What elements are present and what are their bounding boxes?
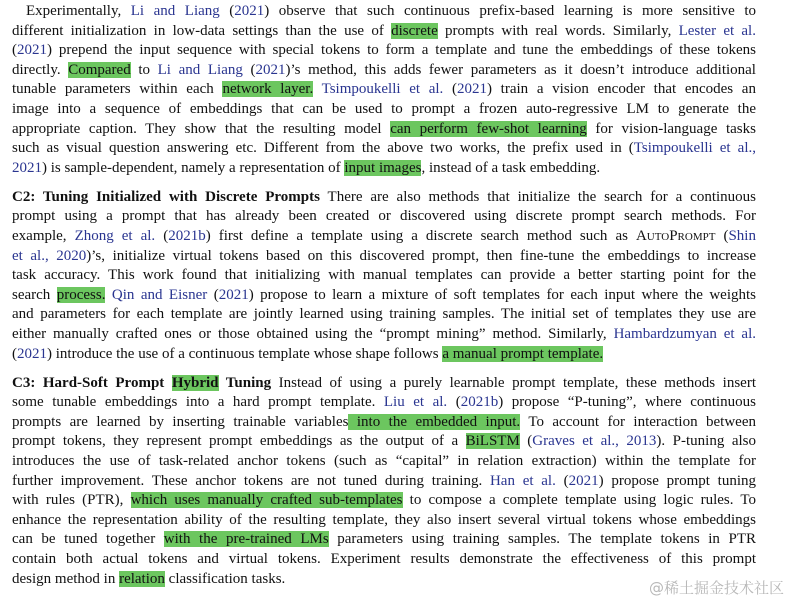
text-line — [12, 227, 756, 247]
text: Experimentally, — [26, 3, 131, 19]
text: ) propose to learn a mixture of soft templates for each input where the weights — [248, 286, 756, 303]
text-line — [12, 452, 756, 472]
citation-link[interactable]: 2021 — [218, 286, 249, 303]
text: ( — [555, 472, 569, 489]
text: task accuracy. This work found that initializing with manual templates can provide a better starting point for the — [12, 267, 756, 284]
text: ( — [447, 394, 461, 411]
text-line — [12, 393, 756, 413]
text: can be tuned together — [12, 531, 164, 548]
citation-link[interactable]: 2021 — [12, 159, 42, 176]
highlighted-text: process. — [56, 286, 106, 303]
citation-link[interactable]: Qin and Eisner — [111, 286, 208, 303]
text: parameters using training samples. The template tokens in PTR — [328, 531, 757, 548]
text: classification tasks. — [164, 570, 286, 587]
text-line — [12, 41, 756, 61]
text-line — [12, 472, 756, 492]
highlighted-text: network layer. — [222, 81, 314, 98]
highlighted-text: relation — [119, 570, 165, 587]
text: ) observe that such continuous prefix-based learning is more sensitive to — [264, 3, 756, 19]
text: further improvement. These anchor tokens are not tuned during training. — [12, 472, 490, 489]
text: )’s, initialize virtual tokens based on this discovered prompt, then fine-tune the embeddings to increase — [86, 247, 756, 264]
text-line — [12, 413, 756, 433]
text-line — [12, 159, 756, 179]
text-line — [12, 120, 756, 140]
text-line — [12, 61, 756, 81]
text: ( — [12, 345, 17, 362]
document-body — [12, 2, 756, 599]
text-line — [12, 570, 756, 590]
text-line — [12, 432, 756, 452]
highlighted-text: a manual prompt template. — [442, 345, 604, 362]
highlighted-heading: Hybrid — [171, 374, 219, 391]
text: for vision-language tasks — [586, 120, 756, 137]
citation-link[interactable]: Hambardzumyan et al. — [613, 326, 756, 342]
text: ) train a vision encoder that encodes an — [486, 81, 756, 98]
citation-link[interactable]: 2021 — [17, 42, 47, 59]
citation-link[interactable]: et al., 2020 — [12, 247, 87, 264]
section-heading: Tuning — [218, 374, 272, 391]
citation-link[interactable]: 2021 — [456, 81, 487, 98]
text: , instead of a task embedding. — [421, 159, 601, 176]
section-heading: C3: Hard-Soft Prompt — [12, 374, 172, 391]
citation-link[interactable]: Li and Liang — [130, 3, 220, 19]
citation-link[interactable]: Tsimpoukelli et al., — [633, 140, 756, 157]
text: to — [130, 61, 158, 78]
text: ) introduce the use of a continuous template whose shape follows — [47, 345, 443, 362]
text: ) prepend the input sequence with special tokens to form a template and tune the embeddings of these tokens — [47, 42, 756, 59]
text-line — [12, 266, 756, 286]
text: introduces the use of task-related anchor tokens (such as “capital” in relation extraction) within the template for — [12, 453, 756, 470]
text: image into a sequence of embeddings that can be used to prompt a frozen auto-regressive LM to generate the — [12, 100, 756, 117]
text-line — [12, 530, 756, 550]
text: ). P-tuning also — [656, 433, 756, 450]
text: ( — [443, 81, 457, 98]
text: ( — [155, 228, 169, 245]
text-line — [12, 374, 756, 394]
text: ) first define a template using a discrete search method such as — [205, 228, 636, 245]
text: ( — [715, 228, 729, 245]
text: different initialization in low-data settings than the use of — [12, 22, 392, 39]
text: prompts are learned by inserting trainable variables — [12, 413, 349, 430]
text-line — [12, 139, 756, 159]
text: such as visual question answering etc. Different from the above two works, the prefix used in ( — [12, 140, 634, 157]
text-line — [12, 2, 756, 22]
citation-link[interactable]: Graves et al., 2013 — [532, 433, 657, 450]
text: search — [12, 286, 57, 303]
text: Instead of using a purely learnable prompt template, these methods insert — [271, 374, 756, 391]
text-line — [12, 188, 756, 208]
highlighted-text: into the embedded input. — [348, 413, 521, 430]
text: with rules (PTR), — [12, 492, 131, 509]
citation-link[interactable]: Lester et al. — [678, 22, 756, 39]
text-line — [12, 491, 756, 511]
text: ) propose “P-tuning”, where continuous — [498, 394, 757, 411]
text: appropriate caption. They show that the resulting model — [12, 120, 391, 137]
citation-link[interactable]: 2021b — [168, 228, 206, 245]
citation-link[interactable]: 2021b — [460, 394, 499, 411]
text-line — [12, 550, 756, 570]
method-name: AutoPrompt — [635, 228, 716, 245]
text: ( — [242, 61, 256, 78]
highlighted-text: discrete — [391, 22, 438, 39]
text: example, — [12, 228, 75, 245]
text: To account for interaction between — [520, 413, 756, 430]
text: and parameters for each template are jointly learned using training samples. The initial set of templates they use are — [12, 306, 756, 323]
citation-link[interactable]: Tsimpoukelli et al. — [321, 81, 444, 98]
text: ) is sample-dependent, namely a representation of — [42, 159, 345, 176]
text: tunable parameters within each — [12, 81, 223, 98]
text-line — [12, 100, 756, 120]
text: ) propose prompt tuning — [598, 472, 757, 489]
text-line — [12, 22, 756, 42]
text: prompt tokens, they represent prompt embeddings as the output of a — [12, 433, 466, 450]
citation-link[interactable]: 2021 — [17, 345, 47, 362]
text: either manually crafted ones or those obtained using the “prompt mining” method. Similarly, — [12, 326, 614, 342]
text-line — [12, 247, 756, 267]
text: to compose a complete template using logic rules. To — [402, 492, 756, 509]
citation-link[interactable]: Zhong et al. — [74, 228, 156, 245]
highlighted-text: BiLSTM — [465, 433, 520, 450]
text: )’s method, this adds fewer parameters as it doesn’t introduce additional — [285, 61, 756, 78]
section-heading: C2: Tuning Initialized with Discrete Prompts — [12, 188, 320, 205]
text: some tunable embeddings into a hard prompt template. — [12, 394, 384, 411]
citation-link[interactable]: Shin — [728, 228, 756, 245]
text-line — [12, 80, 756, 100]
text: ( — [207, 286, 219, 303]
text-line — [12, 511, 756, 531]
citation-link[interactable]: Liu et al. — [383, 394, 448, 411]
citation-link[interactable]: Li and Liang — [157, 61, 243, 78]
paragraph — [12, 2, 756, 178]
text: prompt using a prompt that has already been created or discovered using discrete prompt search methods. For — [12, 208, 756, 225]
text-line — [12, 305, 756, 325]
text: ( — [12, 42, 17, 59]
watermark: @稀土掘金技术社区 — [648, 579, 784, 597]
citation-link[interactable]: 2021 — [255, 61, 286, 78]
citation-link[interactable]: 2021 — [234, 3, 265, 19]
citation-link[interactable]: 2021 — [568, 472, 599, 489]
text-line — [12, 286, 756, 306]
paragraph — [12, 374, 756, 590]
highlighted-text: with the pre-trained LMs — [163, 531, 329, 548]
paragraph — [12, 188, 756, 364]
text: prompts with real words. Similarly, — [437, 22, 679, 39]
text-line — [12, 345, 756, 365]
citation-link[interactable]: Han et al. — [489, 472, 556, 489]
text: directly. — [12, 61, 69, 78]
text: enhance the representation ability of the resulting template, they also insert several virtual tokens whose embeddings — [12, 511, 756, 528]
text: design method in — [12, 570, 120, 587]
text: There are also methods that initialize the search for a continuous — [319, 188, 756, 205]
text: contain both actual tokens and virtual tokens. Experiment results demonstrate the effectiveness of this prompt — [12, 551, 756, 568]
text: ( — [519, 433, 533, 450]
text — [313, 81, 321, 97]
highlighted-text: which uses manually crafted sub-templates — [130, 492, 403, 509]
highlighted-text: input images — [344, 159, 422, 176]
text-line — [12, 325, 756, 345]
highlighted-text: Compared — [68, 61, 131, 78]
text: ( — [219, 3, 235, 19]
highlighted-text: can perform few-shot learning — [390, 120, 587, 137]
text-line — [12, 207, 756, 227]
